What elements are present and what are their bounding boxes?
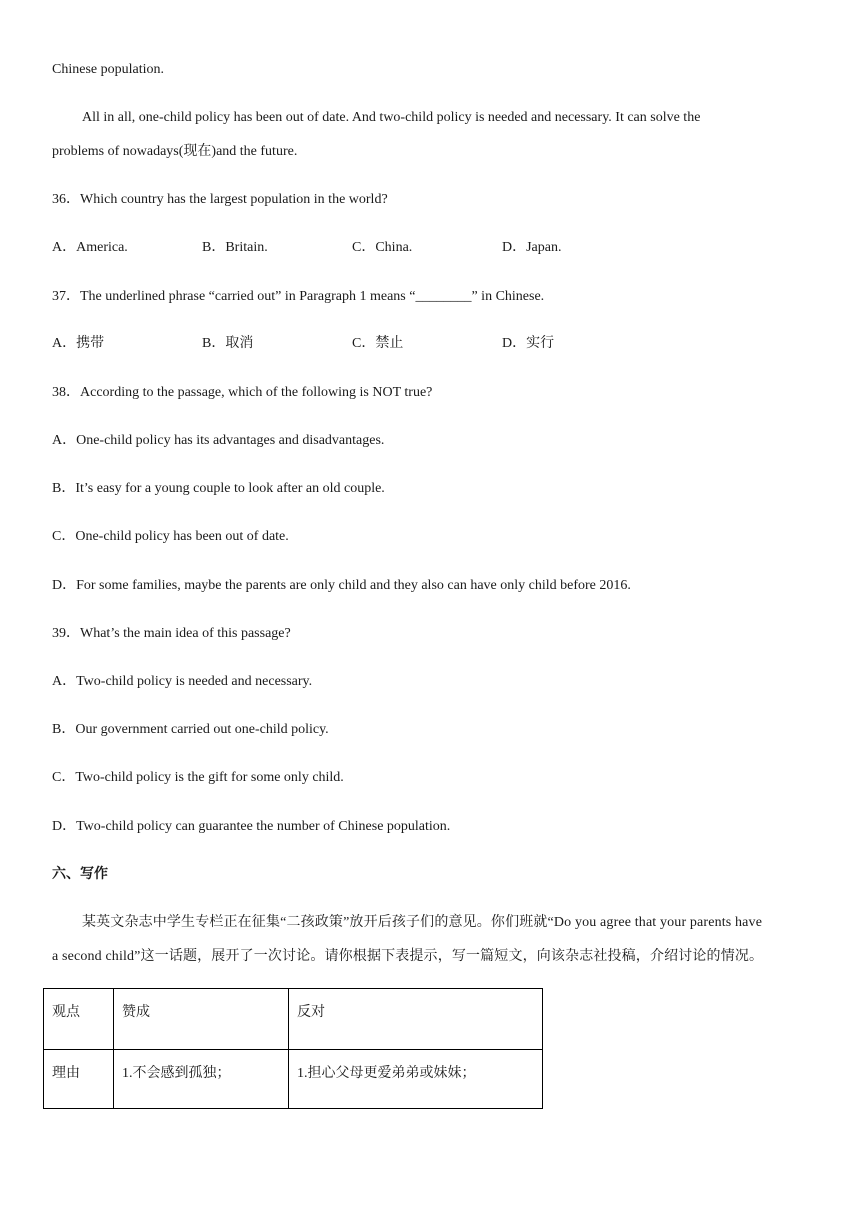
question-37-stem: 37．The underlined phrase “carried out” in Paragraph 1 means “________” in Chinese. [52,289,545,304]
question-38-option-b: B．It’s easy for a young couple to look after an old couple. [52,481,385,496]
question-36-option-a: A．America. [52,240,128,255]
question-36-stem: 36．Which country has the largest population in the world? [52,192,388,207]
question-39-option-b: B．Our government carried out one-child policy. [52,722,329,737]
question-36-option-d: D．Japan. [502,240,562,255]
question-38-option-d: D．For some families, maybe the parents are only child and they also can have only child before 2016. [52,578,631,593]
section-heading: 六、写作 [52,867,108,882]
table-cell-disagree-reason: 1.担心父母更爱弟弟或妹妹； [289,1050,543,1109]
question-37-option-b: B．取消 [202,336,254,351]
table-row [44,1050,543,1109]
writing-prompt-line: a second child”这一话题，展开了一次讨论。请你根据下表提示，写一篇短文，向该杂志社投稿，介绍讨论的情况。 [52,949,764,964]
question-37-option-a: A．携带 [52,336,105,351]
writing-hint-table [43,988,543,1109]
question-38-option-a: A．One-child policy has its advantages and disadvantages. [52,433,385,448]
table-cell-header: 观点 [44,989,114,1050]
table-cell-disagree: 反对 [289,989,543,1050]
table-row [44,989,543,1050]
question-38-option-c: C．One-child policy has been out of date. [52,529,289,544]
question-39-stem: 39．What’s the main idea of this passage? [52,626,291,641]
passage-line: Chinese population. [52,62,164,77]
question-39-option-d: D．Two-child policy can guarantee the number of Chinese population. [52,819,451,834]
writing-prompt-line: 某英文杂志中学生专栏正在征集“二孩政策”放开后孩子们的意见。你们班就“Do you agree that your parents have [82,915,763,930]
table-cell-agree-reason: 1.不会感到孤独； [114,1050,289,1109]
question-38-stem: 38．According to the passage, which of the following is NOT true? [52,385,433,400]
question-36-option-c: C．China. [352,240,413,255]
passage-paragraph-line: All in all, one-child policy has been out of date. And two-child policy is needed and necessary. It can solve the [82,110,701,125]
table-cell-agree: 赞成 [114,989,289,1050]
question-37-option-c: C．禁止 [352,336,404,351]
question-39-option-c: C．Two-child policy is the gift for some only child. [52,770,344,785]
question-37-option-d: D．实行 [502,336,555,351]
question-39-option-a: A．Two-child policy is needed and necessary. [52,674,313,689]
question-36-option-b: B．Britain. [202,240,268,255]
table-cell-header: 理由 [44,1050,114,1109]
passage-paragraph-line: problems of nowadays(现在)and the future. [52,144,298,159]
